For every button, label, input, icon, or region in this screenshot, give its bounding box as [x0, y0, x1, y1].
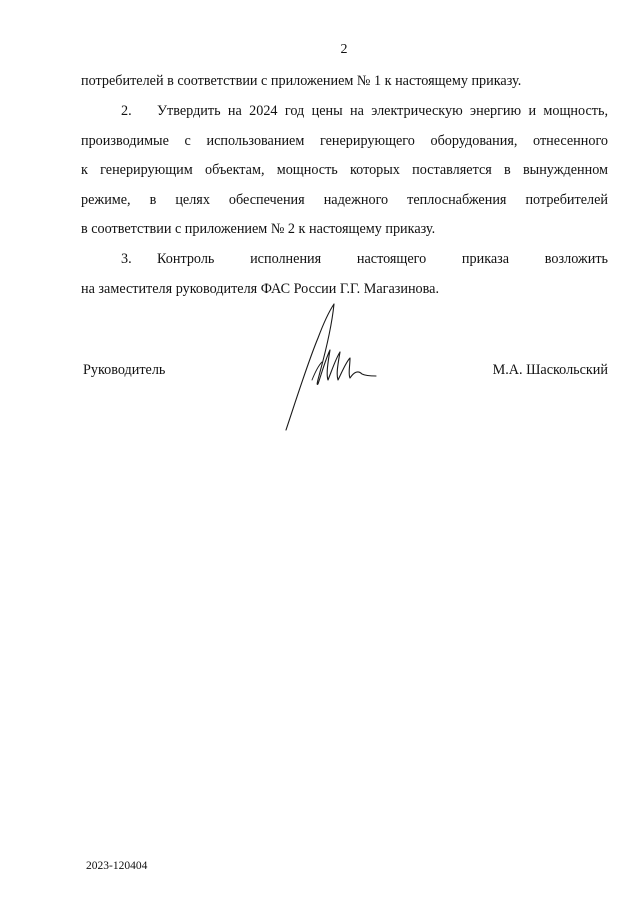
- signatory-title: Руководитель: [83, 362, 166, 378]
- item-2-line-1-text: Утвердить на 2024 год цены на электрическую энергию и мощность,: [157, 103, 608, 119]
- item-3-paragraph: [81, 245, 608, 304]
- item-2-line-3: к генерирующим объектам, мощность которых поставляется в вынужденном: [81, 162, 608, 179]
- item-2-line-1: [81, 97, 608, 127]
- item-2-number: 2.: [121, 103, 132, 119]
- document-code: 2023-120404: [86, 860, 148, 872]
- item-2-paragraph: [81, 97, 608, 245]
- continuation-paragraph: [81, 67, 608, 97]
- handwritten-signature: [282, 300, 382, 435]
- item-3-line-1-text: Контроль исполнения настоящего приказа возложить: [157, 251, 608, 267]
- signatory-name: М.А. Шаскольский: [492, 362, 608, 378]
- item-2-line-4: режиме, в целях обеспечения надежного теплоснабжения потребителей: [81, 191, 608, 208]
- item-3-number: 3.: [121, 251, 132, 267]
- item-2-line-2: производимые с использованием генерирующего оборудования, отнесенного: [81, 132, 608, 149]
- item-2-line-5: в соответствии с приложением № 2 к настоящему приказу.: [81, 221, 436, 238]
- item-3-line-1: [81, 245, 608, 275]
- item-3-line-2: на заместителя руководителя ФАС России Г.Г. Магазинова.: [81, 280, 440, 297]
- continuation-line: потребителей в соответствии с приложением № 1 к настоящему приказу.: [81, 73, 522, 89]
- page-number: 2: [340, 42, 348, 57]
